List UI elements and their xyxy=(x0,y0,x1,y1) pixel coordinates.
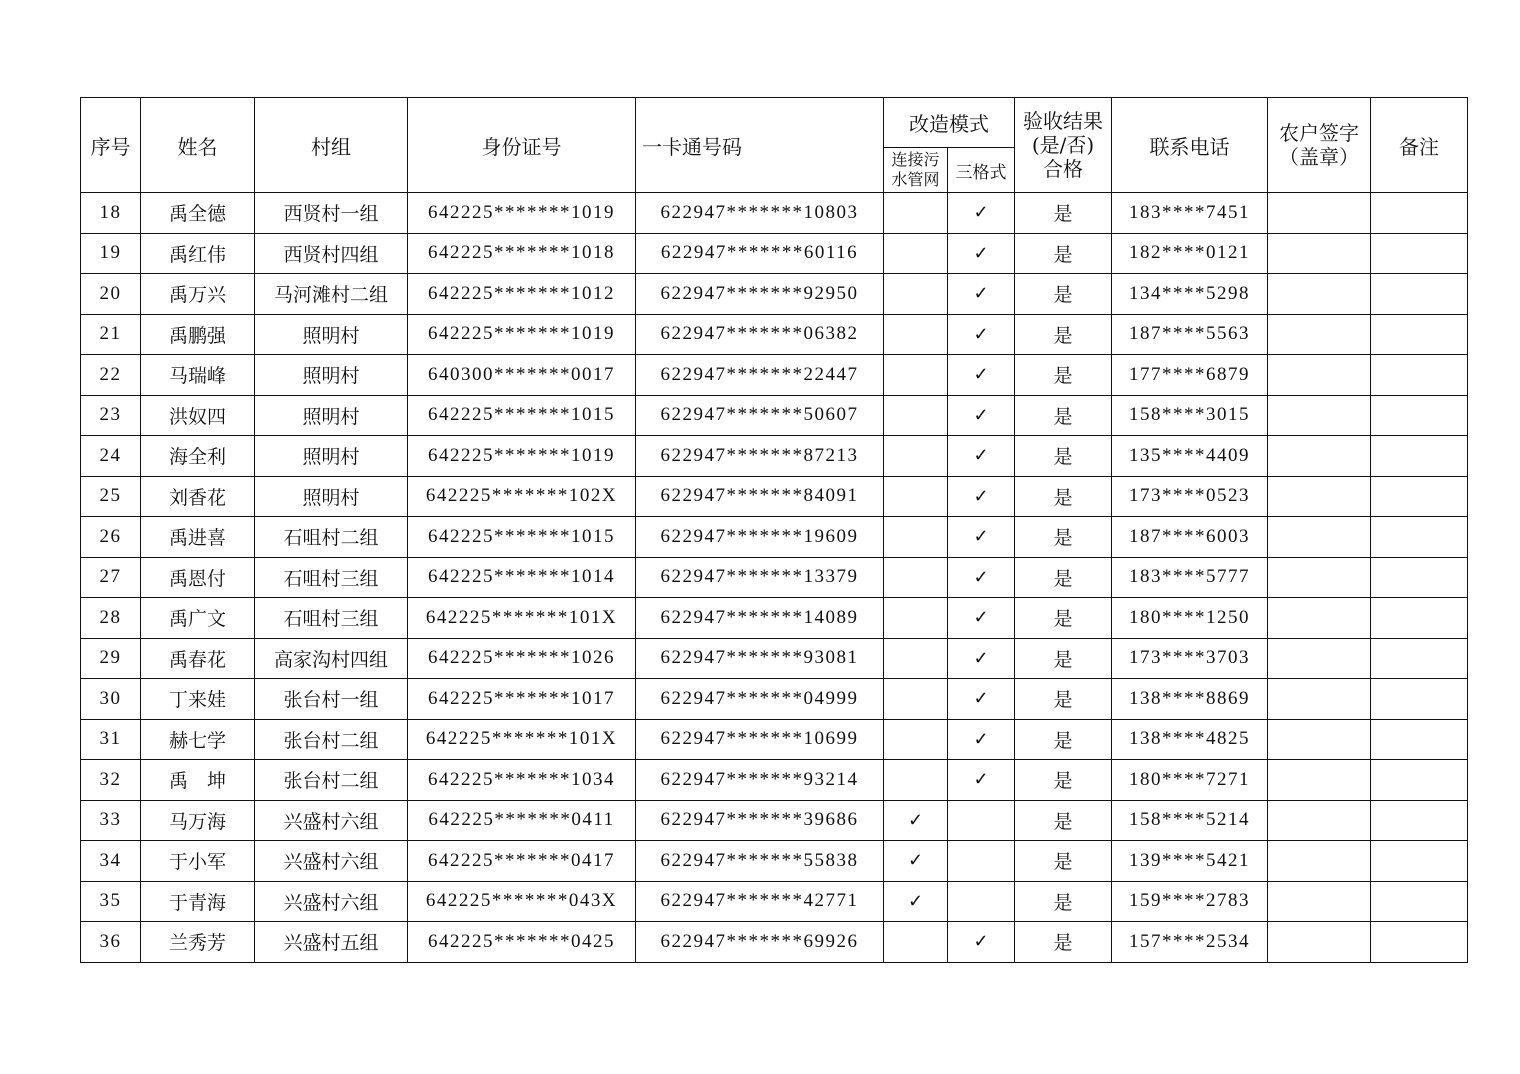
cell-three-grid-check: ✓ xyxy=(948,598,1015,639)
cell-card-number: 622947*******39686 xyxy=(636,800,884,841)
table-body xyxy=(81,193,1468,963)
cell-signature xyxy=(1268,881,1371,922)
cell-phone: 157****2534 xyxy=(1112,922,1268,963)
cell-sewer-check xyxy=(884,679,948,720)
cell-remark xyxy=(1371,517,1468,558)
cell-name: 禹春花 xyxy=(141,638,255,679)
table-row xyxy=(81,638,1468,679)
cell-sewer-check xyxy=(884,922,948,963)
cell-result: 是 xyxy=(1015,598,1112,639)
header-mode-three-grid: 三格式 xyxy=(948,148,1015,193)
cell-three-grid-check: ✓ xyxy=(948,274,1015,315)
cell-signature xyxy=(1268,638,1371,679)
cell-signature xyxy=(1268,557,1371,598)
cell-remark xyxy=(1371,881,1468,922)
table-row xyxy=(81,395,1468,436)
cell-name: 禹进喜 xyxy=(141,517,255,558)
cell-seq: 31 xyxy=(81,719,141,760)
cell-phone: 180****1250 xyxy=(1112,598,1268,639)
cell-card-number: 622947*******84091 xyxy=(636,476,884,517)
cell-village: 照明村 xyxy=(255,395,408,436)
cell-signature xyxy=(1268,679,1371,720)
cell-remark xyxy=(1371,233,1468,274)
cell-result: 是 xyxy=(1015,922,1112,963)
table-row xyxy=(81,557,1468,598)
cell-result: 是 xyxy=(1015,355,1112,396)
cell-village: 兴盛村五组 xyxy=(255,922,408,963)
cell-sewer-check xyxy=(884,760,948,801)
cell-phone: 159****2783 xyxy=(1112,881,1268,922)
header-sign-line2: （盖章） xyxy=(1279,145,1359,169)
cell-name: 马万海 xyxy=(141,800,255,841)
cell-phone: 138****8869 xyxy=(1112,679,1268,720)
header-result-line3: 合格 xyxy=(1043,157,1083,181)
cell-three-grid-check: ✓ xyxy=(948,233,1015,274)
cell-seq: 24 xyxy=(81,436,141,477)
header-name: 姓名 xyxy=(141,98,255,193)
cell-card-number: 622947*******55838 xyxy=(636,841,884,882)
cell-name: 赫七学 xyxy=(141,719,255,760)
cell-card-number: 622947*******92950 xyxy=(636,274,884,315)
cell-seq: 33 xyxy=(81,800,141,841)
cell-result: 是 xyxy=(1015,881,1112,922)
cell-result: 是 xyxy=(1015,314,1112,355)
cell-village: 照明村 xyxy=(255,476,408,517)
cell-name: 禹恩付 xyxy=(141,557,255,598)
cell-three-grid-check: ✓ xyxy=(948,355,1015,396)
table-row xyxy=(81,314,1468,355)
cell-phone: 135****4409 xyxy=(1112,436,1268,477)
table-row xyxy=(81,517,1468,558)
cell-phone: 158****5214 xyxy=(1112,800,1268,841)
cell-seq: 20 xyxy=(81,274,141,315)
cell-card-number: 622947*******87213 xyxy=(636,436,884,477)
cell-village: 兴盛村六组 xyxy=(255,881,408,922)
cell-village: 西贤村一组 xyxy=(255,193,408,234)
cell-phone: 158****3015 xyxy=(1112,395,1268,436)
cell-village: 石咀村三组 xyxy=(255,598,408,639)
table-row xyxy=(81,800,1468,841)
cell-name: 禹红伟 xyxy=(141,233,255,274)
table-header xyxy=(81,98,1468,193)
cell-three-grid-check: ✓ xyxy=(948,922,1015,963)
cell-id-number: 642225*******0411 xyxy=(408,800,636,841)
cell-card-number: 622947*******42771 xyxy=(636,881,884,922)
cell-signature xyxy=(1268,355,1371,396)
acceptance-table xyxy=(80,97,1468,963)
cell-result: 是 xyxy=(1015,719,1112,760)
cell-seq: 28 xyxy=(81,598,141,639)
cell-name: 禹全德 xyxy=(141,193,255,234)
cell-id-number: 642225*******043X xyxy=(408,881,636,922)
cell-id-number: 642225*******1015 xyxy=(408,517,636,558)
cell-signature xyxy=(1268,314,1371,355)
cell-result: 是 xyxy=(1015,638,1112,679)
cell-three-grid-check xyxy=(948,841,1015,882)
cell-card-number: 622947*******04999 xyxy=(636,679,884,720)
cell-card-number: 622947*******10803 xyxy=(636,193,884,234)
cell-signature xyxy=(1268,193,1371,234)
cell-id-number: 642225*******1012 xyxy=(408,274,636,315)
header-remark: 备注 xyxy=(1371,98,1468,193)
cell-remark xyxy=(1371,679,1468,720)
cell-remark xyxy=(1371,314,1468,355)
header-phone: 联系电话 xyxy=(1112,98,1268,193)
cell-id-number: 642225*******1017 xyxy=(408,679,636,720)
cell-id-number: 642225*******1018 xyxy=(408,233,636,274)
cell-remark xyxy=(1371,355,1468,396)
cell-remark xyxy=(1371,274,1468,315)
cell-id-number: 640300*******0017 xyxy=(408,355,636,396)
cell-sewer-check: ✓ xyxy=(884,800,948,841)
cell-village: 张台村一组 xyxy=(255,679,408,720)
cell-signature xyxy=(1268,598,1371,639)
cell-id-number: 642225*******1019 xyxy=(408,314,636,355)
table-row xyxy=(81,476,1468,517)
cell-name: 丁来娃 xyxy=(141,679,255,720)
cell-village: 马河滩村二组 xyxy=(255,274,408,315)
cell-name: 兰秀芳 xyxy=(141,922,255,963)
cell-phone: 187****5563 xyxy=(1112,314,1268,355)
cell-sewer-check xyxy=(884,395,948,436)
cell-sewer-check xyxy=(884,314,948,355)
cell-three-grid-check: ✓ xyxy=(948,314,1015,355)
cell-village: 石咀村三组 xyxy=(255,557,408,598)
cell-signature xyxy=(1268,760,1371,801)
header-village: 村组 xyxy=(255,98,408,193)
cell-sewer-check xyxy=(884,436,948,477)
cell-remark xyxy=(1371,193,1468,234)
cell-seq: 30 xyxy=(81,679,141,720)
cell-result: 是 xyxy=(1015,841,1112,882)
cell-signature xyxy=(1268,233,1371,274)
cell-card-number: 622947*******93214 xyxy=(636,760,884,801)
cell-name: 于青海 xyxy=(141,881,255,922)
cell-card-number: 622947*******19609 xyxy=(636,517,884,558)
cell-id-number: 642225*******1019 xyxy=(408,193,636,234)
cell-sewer-check xyxy=(884,193,948,234)
cell-seq: 34 xyxy=(81,841,141,882)
cell-three-grid-check: ✓ xyxy=(948,476,1015,517)
cell-card-number: 622947*******50607 xyxy=(636,395,884,436)
cell-village: 张台村二组 xyxy=(255,760,408,801)
header-signature xyxy=(1268,98,1371,193)
table-row xyxy=(81,841,1468,882)
table-row xyxy=(81,193,1468,234)
cell-three-grid-check xyxy=(948,800,1015,841)
cell-result: 是 xyxy=(1015,395,1112,436)
cell-card-number: 622947*******22447 xyxy=(636,355,884,396)
cell-signature xyxy=(1268,395,1371,436)
cell-name: 禹 坤 xyxy=(141,760,255,801)
cell-phone: 138****4825 xyxy=(1112,719,1268,760)
cell-village: 兴盛村六组 xyxy=(255,800,408,841)
cell-card-number: 622947*******10699 xyxy=(636,719,884,760)
cell-sewer-check xyxy=(884,274,948,315)
table-row xyxy=(81,760,1468,801)
cell-name: 禹广文 xyxy=(141,598,255,639)
cell-card-number: 622947*******60116 xyxy=(636,233,884,274)
cell-three-grid-check: ✓ xyxy=(948,719,1015,760)
header-sign-line1: 农户签字 xyxy=(1279,121,1359,145)
cell-sewer-check: ✓ xyxy=(884,881,948,922)
cell-three-grid-check: ✓ xyxy=(948,760,1015,801)
cell-remark xyxy=(1371,638,1468,679)
cell-three-grid-check: ✓ xyxy=(948,638,1015,679)
table-row xyxy=(81,881,1468,922)
cell-phone: 183****5777 xyxy=(1112,557,1268,598)
cell-seq: 32 xyxy=(81,760,141,801)
cell-remark xyxy=(1371,841,1468,882)
cell-result: 是 xyxy=(1015,436,1112,477)
cell-village: 张台村二组 xyxy=(255,719,408,760)
cell-sewer-check: ✓ xyxy=(884,841,948,882)
cell-name: 刘香花 xyxy=(141,476,255,517)
cell-three-grid-check: ✓ xyxy=(948,517,1015,558)
cell-village: 照明村 xyxy=(255,355,408,396)
cell-id-number: 642225*******1026 xyxy=(408,638,636,679)
cell-phone: 173****0523 xyxy=(1112,476,1268,517)
table-row xyxy=(81,274,1468,315)
cell-village: 石咀村二组 xyxy=(255,517,408,558)
cell-three-grid-check: ✓ xyxy=(948,193,1015,234)
cell-seq: 26 xyxy=(81,517,141,558)
cell-id-number: 642225*******101X xyxy=(408,719,636,760)
table-row xyxy=(81,355,1468,396)
cell-result: 是 xyxy=(1015,476,1112,517)
cell-three-grid-check: ✓ xyxy=(948,436,1015,477)
cell-signature xyxy=(1268,274,1371,315)
cell-phone: 134****5298 xyxy=(1112,274,1268,315)
table-row xyxy=(81,233,1468,274)
cell-result: 是 xyxy=(1015,760,1112,801)
cell-seq: 18 xyxy=(81,193,141,234)
header-seq: 序号 xyxy=(81,98,141,193)
cell-seq: 29 xyxy=(81,638,141,679)
cell-card-number: 622947*******14089 xyxy=(636,598,884,639)
table-row xyxy=(81,679,1468,720)
cell-phone: 139****5421 xyxy=(1112,841,1268,882)
cell-name: 马瑞峰 xyxy=(141,355,255,396)
cell-name: 于小军 xyxy=(141,841,255,882)
cell-seq: 36 xyxy=(81,922,141,963)
cell-three-grid-check xyxy=(948,881,1015,922)
cell-remark xyxy=(1371,395,1468,436)
cell-village: 照明村 xyxy=(255,436,408,477)
cell-signature xyxy=(1268,476,1371,517)
cell-result: 是 xyxy=(1015,233,1112,274)
cell-id-number: 642225*******1015 xyxy=(408,395,636,436)
header-result-line1: 验收结果 xyxy=(1023,109,1103,133)
table-row xyxy=(81,436,1468,477)
cell-seq: 23 xyxy=(81,395,141,436)
header-sewer-line1: 连接污 xyxy=(891,150,940,169)
cell-remark xyxy=(1371,800,1468,841)
cell-sewer-check xyxy=(884,355,948,396)
cell-signature xyxy=(1268,517,1371,558)
cell-result: 是 xyxy=(1015,679,1112,720)
header-result-line2: (是/否) xyxy=(1031,133,1095,157)
cell-name: 海全利 xyxy=(141,436,255,477)
header-sewer-line2: 水管网 xyxy=(891,170,940,189)
cell-seq: 27 xyxy=(81,557,141,598)
cell-remark xyxy=(1371,476,1468,517)
header-id-number: 身份证号 xyxy=(408,98,636,193)
cell-name: 禹万兴 xyxy=(141,274,255,315)
cell-three-grid-check: ✓ xyxy=(948,395,1015,436)
cell-result: 是 xyxy=(1015,274,1112,315)
cell-sewer-check xyxy=(884,517,948,558)
cell-card-number: 622947*******69926 xyxy=(636,922,884,963)
cell-seq: 19 xyxy=(81,233,141,274)
cell-village: 高家沟村四组 xyxy=(255,638,408,679)
cell-sewer-check xyxy=(884,638,948,679)
cell-remark xyxy=(1371,557,1468,598)
header-acceptance-result xyxy=(1015,98,1112,193)
cell-signature xyxy=(1268,800,1371,841)
cell-sewer-check xyxy=(884,476,948,517)
cell-card-number: 622947*******93081 xyxy=(636,638,884,679)
cell-name: 洪奴四 xyxy=(141,395,255,436)
cell-village: 照明村 xyxy=(255,314,408,355)
cell-seq: 22 xyxy=(81,355,141,396)
cell-remark xyxy=(1371,436,1468,477)
cell-signature xyxy=(1268,922,1371,963)
cell-id-number: 642225*******0417 xyxy=(408,841,636,882)
cell-id-number: 642225*******0425 xyxy=(408,922,636,963)
header-card-number: 一卡通号码 xyxy=(636,98,884,193)
cell-id-number: 642225*******1014 xyxy=(408,557,636,598)
cell-village: 西贤村四组 xyxy=(255,233,408,274)
cell-id-number: 642225*******1019 xyxy=(408,436,636,477)
cell-result: 是 xyxy=(1015,800,1112,841)
cell-result: 是 xyxy=(1015,193,1112,234)
cell-seq: 25 xyxy=(81,476,141,517)
acceptance-table-sheet xyxy=(80,97,1468,963)
table-row xyxy=(81,598,1468,639)
cell-sewer-check xyxy=(884,233,948,274)
cell-village: 兴盛村六组 xyxy=(255,841,408,882)
cell-phone: 182****0121 xyxy=(1112,233,1268,274)
cell-result: 是 xyxy=(1015,517,1112,558)
cell-id-number: 642225*******102X xyxy=(408,476,636,517)
header-mode-sewer xyxy=(884,148,948,193)
cell-phone: 187****6003 xyxy=(1112,517,1268,558)
cell-signature xyxy=(1268,841,1371,882)
header-renovation-mode: 改造模式 xyxy=(884,98,1015,148)
cell-remark xyxy=(1371,922,1468,963)
cell-sewer-check xyxy=(884,557,948,598)
cell-phone: 180****7271 xyxy=(1112,760,1268,801)
cell-remark xyxy=(1371,719,1468,760)
cell-seq: 21 xyxy=(81,314,141,355)
cell-name: 禹鹏强 xyxy=(141,314,255,355)
cell-card-number: 622947*******06382 xyxy=(636,314,884,355)
cell-three-grid-check: ✓ xyxy=(948,679,1015,720)
cell-seq: 35 xyxy=(81,881,141,922)
cell-remark xyxy=(1371,760,1468,801)
cell-card-number: 622947*******13379 xyxy=(636,557,884,598)
cell-signature xyxy=(1268,436,1371,477)
cell-phone: 173****3703 xyxy=(1112,638,1268,679)
table-row xyxy=(81,922,1468,963)
cell-id-number: 642225*******101X xyxy=(408,598,636,639)
cell-id-number: 642225*******1034 xyxy=(408,760,636,801)
cell-sewer-check xyxy=(884,598,948,639)
cell-three-grid-check: ✓ xyxy=(948,557,1015,598)
cell-phone: 177****6879 xyxy=(1112,355,1268,396)
cell-remark xyxy=(1371,598,1468,639)
cell-sewer-check xyxy=(884,719,948,760)
cell-result: 是 xyxy=(1015,557,1112,598)
cell-signature xyxy=(1268,719,1371,760)
table-row xyxy=(81,719,1468,760)
cell-phone: 183****7451 xyxy=(1112,193,1268,234)
